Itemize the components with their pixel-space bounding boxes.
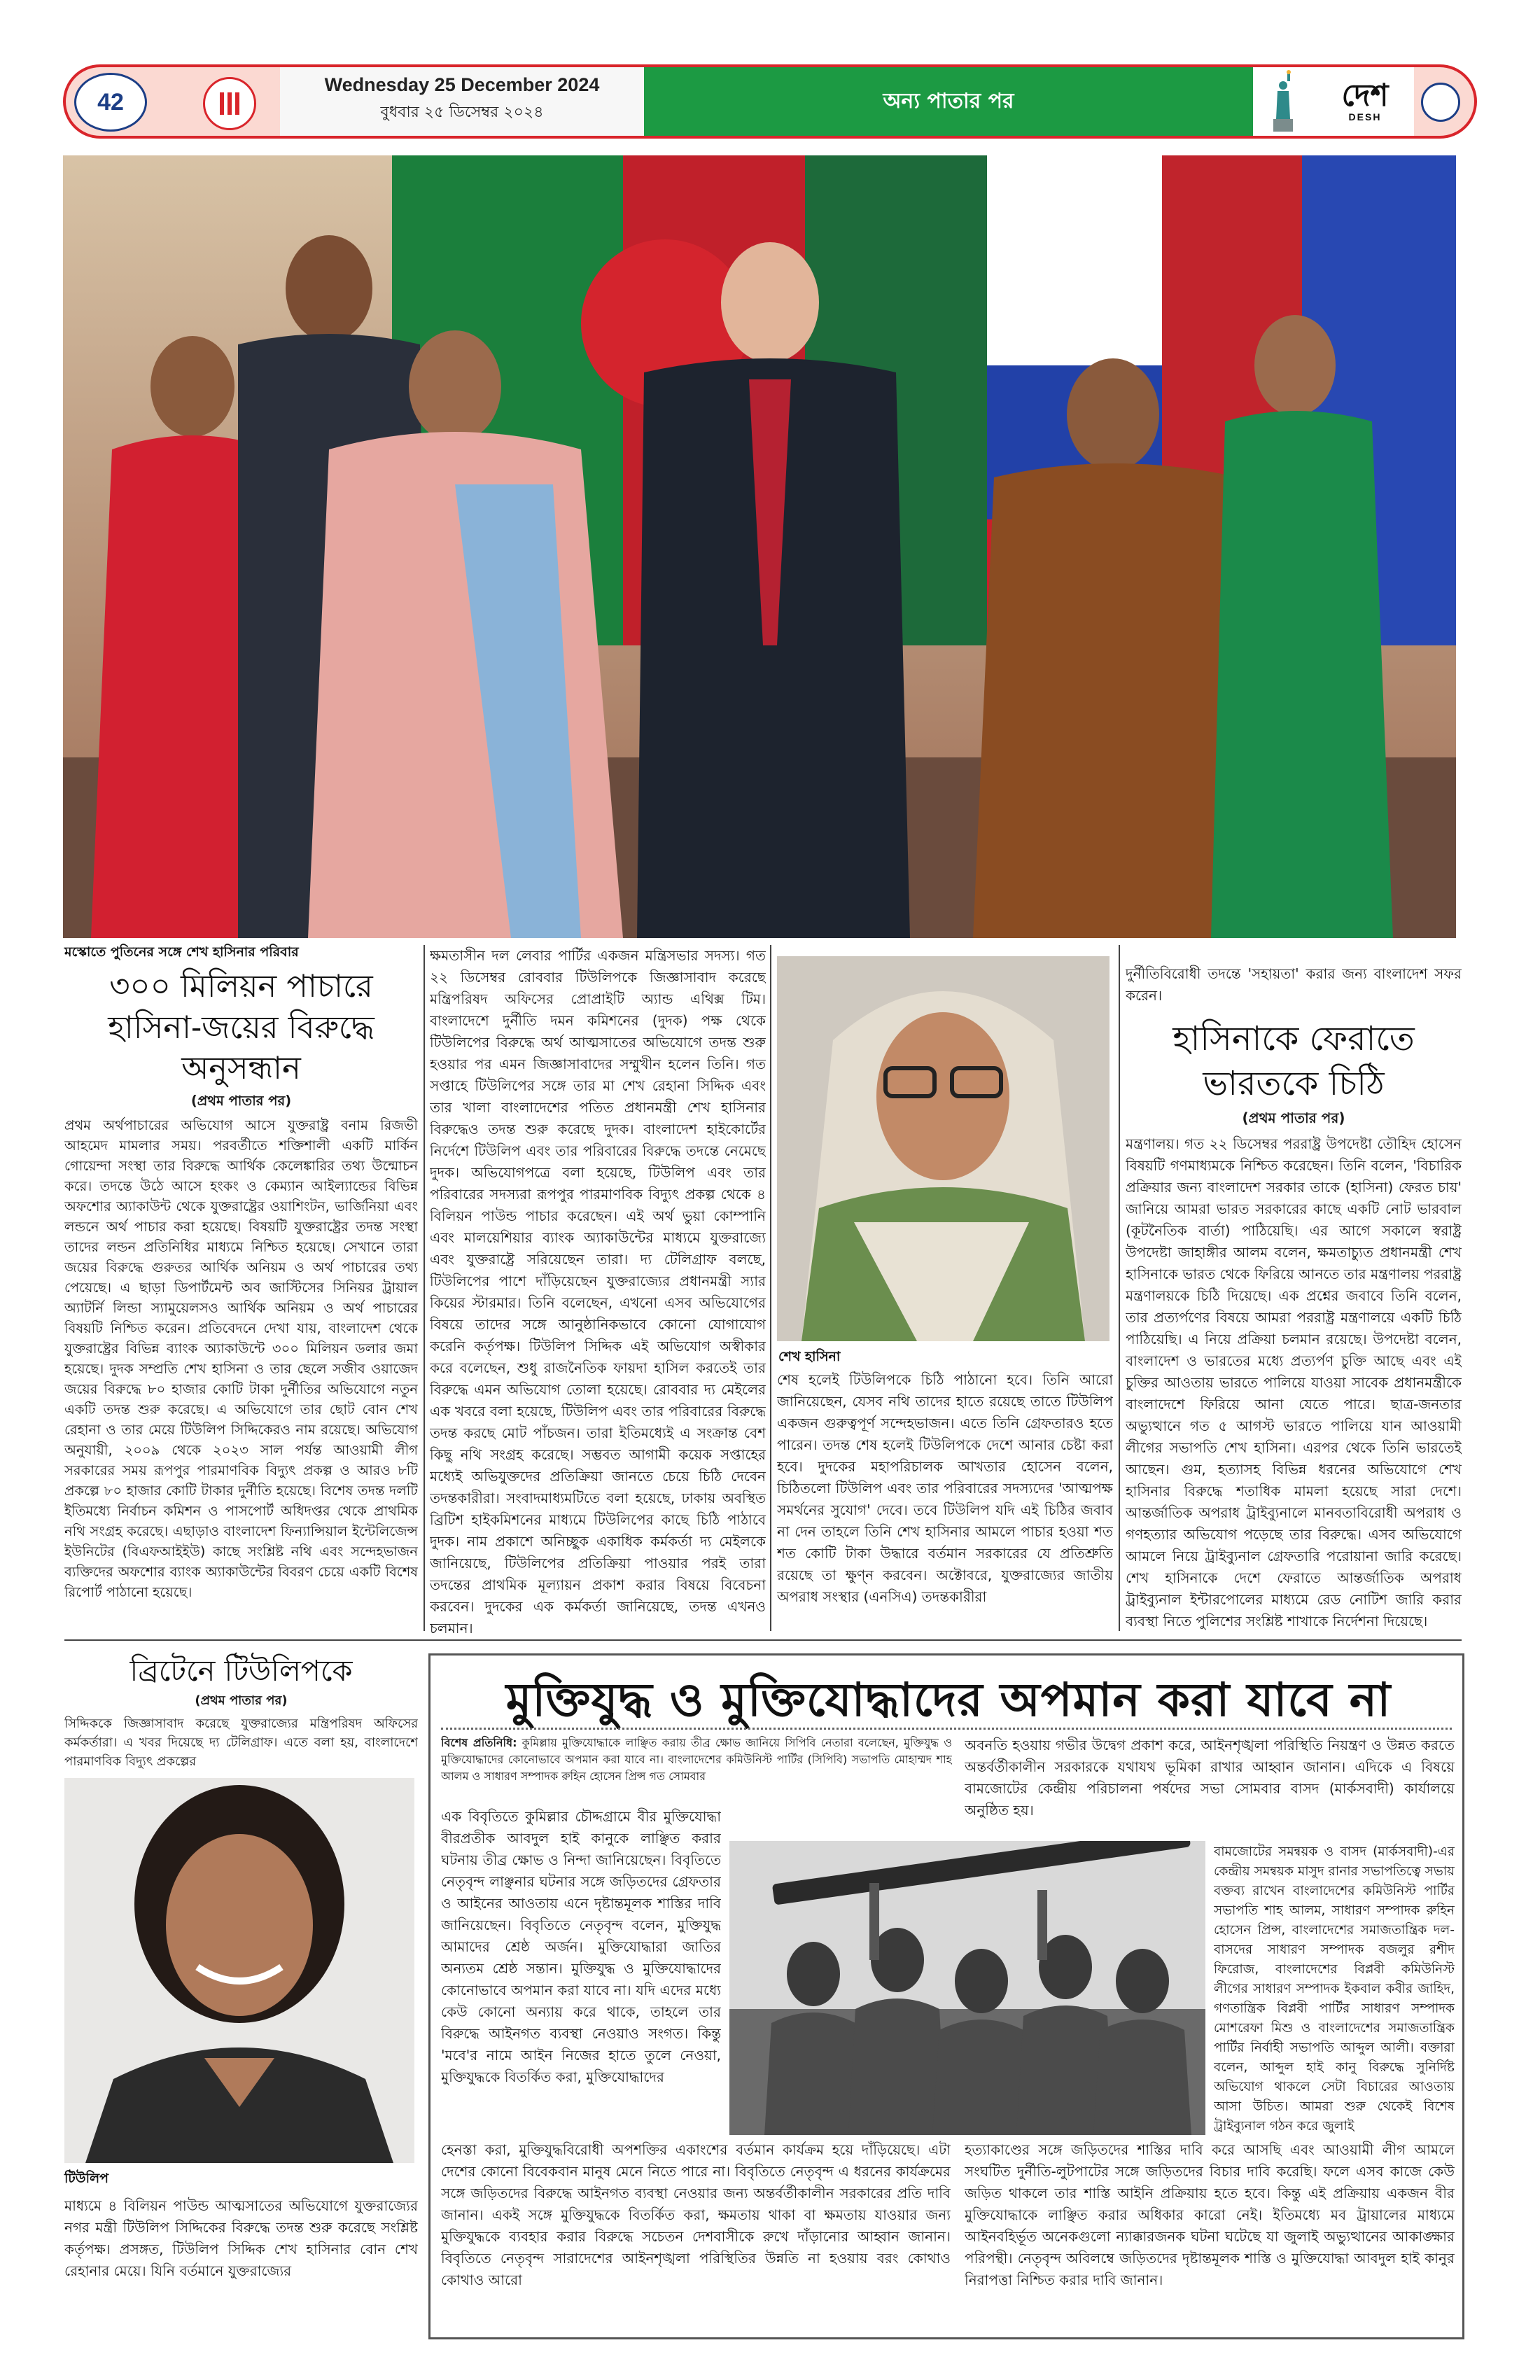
story3-subhead: (প্রথম পাতার পর)	[1242, 1110, 1345, 1126]
story5-column1: এক বিবৃতিতে কুমিল্লার চৌদ্দগ্রামে বীর মুক্তিযোদ্ধা বীরপ্রতীক আবদুল হাই কানুকে লাঞ্ছিত করার ঘটনায় তীব্র ক্ষোভ ও নিন্দা জানিয়েছেন। বিবৃতিতে নেতৃবৃন্দ লাঞ্ছনার ঘটনার সঙ্গে জড়িতদের গ্রেফতার ও আইনের আওতায় এনে দৃষ্টান্তমূলক শাস্তির দাবি জানিয়েছেন। বিবৃতিতে নেতৃবৃন্দ বলেন, মুক্তিযুদ্ধ আমাদের শ্রেষ্ঠ অর্জন। মুক্তিযোদ্ধারা জাতির অন্যতম শ্রেষ্ঠ সন্তান। মুক্তিযুদ্ধ ও মুক্তিযোদ্ধাদের কোনোভাবে অপমান করা যাবে না। যদি এদের মধ্যে কেউ কোনো অন্যায় করে থাকে, তাহলে তার বিরুদ্ধে আইনগত ব্যবস্থা নেওয়াও সংগত। কিন্তু 'মবে'র নামে আইন নিজের হাতে তুলে নেওয়া, মুক্তিযুদ্ধকে বিতর্কিত করা, মুক্তিযোদ্ধাদের	[441, 1808, 721, 2085]
story5-byline: বিশেষ প্রতিনিধি:	[441, 1736, 517, 1749]
masthead-right-band	[1414, 64, 1477, 139]
newspaper-logo	[1316, 64, 1414, 139]
story1-subhead: (প্রথম পাতার পর)	[190, 1092, 292, 1109]
story1-column2: ক্ষমতাসীন দল লেবার পার্টির একজন মন্ত্রিসভার সদস্য। গত ২২ ডিসেম্বর রোববার টিউলিপকে জিজ্ঞাসাবাদ করেছে মন্ত্রিপরিষদ অফিসের প্রোপ্রাইটি অ্যান্ড এথিক্স টিম। বাংলাদেশে দুর্নীতি দমন কমিশনের (দুদক) পক্ষ থেকে টিউলিপের বিরুদ্ধে অর্থ আত্মসাতের অভিযোগে তদন্ত শুরু হওয়ার পর এমন জিজ্ঞাসাবাদের সম্মুখীন হলেন তিনি। গত সপ্তাহে টিউলিপের সঙ্গে তার মা শেখ রেহানা সিদ্দিক এবং তার খালা বাংলাদেশের পতিত প্রধানমন্ত্রী শেখ হাসিনার বিরুদ্ধেও তদন্ত শুরু করেছে দুদক। বাংলাদেশ হাইকোর্টের নির্দেশে টিউলিপ এবং তার পরিবারের বিরুদ্ধে তদন্তে নেমেছে দুদক। অভিযোগপত্রে বলা হয়েছে, টিউলিপ এবং তার পরিবারের সদস্যরা রূপপুর পারমাণবিক বিদ্যুৎ প্রকল্প থেকে ৪ বিলিয়ন পাউন্ড পাচার করেছেন। এই অর্থ ভুয়া কোম্পানি এবং মালয়েশিয়ার ব্যাংক অ্যাকাউন্টের মাধ্যমে যুক্তরাজ্যে এবং যুক্তরাষ্ট্রে সরিয়েছেন তারা। দ্য টেলিগ্রাফ বলছে, টিউলিপের পাশে দাঁড়িয়েছেন যুক্তরাজ্যের প্রধানমন্ত্রী স্যার কিয়ের স্টারমার। তিনি বলেছেন, এখনো এসব অভিযোগের বিষয়ে তাদের সঙ্গে আনুষ্ঠানিকভাবে কোনো যোগাযোগ করেনি কর্তৃপক্ষ। টিউলিপ সিদ্দিক এই অভিযোগ অস্বীকার করে বলেছেন, শুধু রাজনৈতিক ফায়দা হাসিল করতেই তার বিরুদ্ধে এমন অভিযোগ তোলা হয়েছে। রোববার দ্য মেইলের এক খবরে বলা হয়েছে, টিউলিপ এবং তার পরিবারের বিরুদ্ধে তদন্ত করছে মোট পাঁচজন। তারা ইতিমধ্যেই এ সংক্রান্ত বেশ কিছু নথি সংগ্রহ করেছে। সম্ভবত আগামী কয়েক সপ্তাহের মধ্যেই অভিযুক্তদের প্রতিক্রিয়া জানতে চেয়ে চিঠি দেবেন তদন্তকারীরা। সংবাদমাধ্যমটিতে বলা হয়েছে, ঢাকায় অবস্থিত ব্রিটিশ হাইকমিশনের মাধ্যমে টিউলিপের কাছে চিঠি পাঠাবে দুদক। নাম প্রকাশে অনিচ্ছুক একাধিক কর্মকর্তা দ্য মেইলকে জানিয়েছে, টিউলিপের প্রতিক্রিয়া পাওয়ার পরই তারা তদন্তের প্রাথমিক মূল্যায়ন প্রকাশ করার বিষয়ে বিবেচনা করবেন। দুদকের এক কর্মকর্তা জানিয়েছে, তদন্ত এখনও চলমান।	[430, 947, 766, 1637]
story5-lead-text: কুমিল্লায় মুক্তিযোদ্ধাকে লাঞ্ছিত করায় তীব্র ক্ষোভ জানিয়ে সিপিবি নেতারা বলেছেন, মুক্তিযুদ্ধ ও মুক্তিযোদ্ধাদের কোনোভাবে অপমান করা যাবে না। বাংলাদেশের কমিউনিস্ট পার্টির (সিপিবি) সভাপতি মোহাম্মদ শাহ আলম ও সাধারণ সম্পাদক রুহিন হোসেন প্রিন্স গত সোমবার	[441, 1736, 952, 1783]
story5-rule	[441, 1728, 1452, 1730]
masthead-left-band	[63, 64, 280, 139]
story5-right-top: অবনতি হওয়ায় গভীর উদ্বেগ প্রকাশ করে, আইনশৃঙ্খলা পরিস্থিতি নিয়ন্ত্রণ ও উন্নত করতে অন্তর্বর্তীকালীন সরকারকে যথাযথ ভূমিকা রাখার আহ্বান জানান। এদিকে এ বিষয়ে বামজোটের কেন্দ্রীয় পরিচালনা পর্ষদের সভা সোমবার বাসদ (মার্কসবাদী) কার্যালয়ে অনুষ্ঠিত হয়।	[965, 1737, 1455, 1819]
story3-intro: দুর্নীতিবিরোধী তদন্তে 'সহায়তা' করার জন্য বাংলাদেশ সফর করেন।	[1126, 965, 1462, 1004]
story5-headline: মুক্তিযুদ্ধ ও মুক্তিযোদ্ধাদের অপমান করা যাবে না	[505, 1673, 1392, 1727]
date-english: Wednesday 25 December 2024	[324, 74, 600, 95]
story5-right-bottom: হত্যাকাণ্ডের সঙ্গে জড়িতদের শাস্তির দাবি করে আসছি এবং আওয়ামী লীগ আমলে সংঘটিত দুর্নীতি-লুটপাটের সঙ্গে জড়িতদের বিচার দাবি করেছি। ফলে এসব কাজে কেউ জড়িত থাকলে তার শাস্তি আইনি প্রক্রিয়ায় হতে হবে। কিন্তু এই প্রক্রিয়ায় একজন বীর মুক্তিযোদ্ধাকে লাঞ্ছিত করার অধিকার কারো নেই। ইতিমধ্যে মব ট্রায়ালের মাধ্যমে আইনবহির্ভূত অনেকগুলো ন্যাক্কারজনক ঘটনা ঘটেছে যা জুলাই অভ্যুত্থানের আকাঙ্ক্ষার পরিপন্থী। নেতৃবৃন্দ অবিলম্বে জড়িতদের দৃষ্টান্তমূলক শাস্তি ও মুক্তিযোদ্ধা আবদুল হাই কানুর নিরাপত্তা নিশ্চিত করার দাবি জানান।	[965, 2141, 1455, 2288]
masthead-right-dot	[1421, 83, 1460, 122]
story3-body: মন্ত্রণালয়। গত ২২ ডিসেম্বর পররাষ্ট্র উপদেষ্টা তৌহিদ হোসেন বিষয়টি গণমাধ্যমকে নিশ্চিত করেছেন। তিনি বলেন, 'বিচারিক প্রক্রিয়ার জন্য বাংলাদেশ সরকার তাকে (হাসিনা) ফেরত চায়' জানিয়ে আমরা ভারত সরকারের কাছে একটি নোট ভারবাল (কূটনৈতিক বার্তা) পাঠিয়েছি। এর আগে সকালে স্বরাষ্ট্র উপদেষ্টা জাহাঙ্গীর আলম বলেন, ক্ষমতাচ্যুত প্রধানমন্ত্রী শেখ হাসিনাকে ভারত থেকে ফিরিয়ে আনতে তার মন্ত্রণালয় পররাষ্ট্র মন্ত্রণালয়কে চিঠি দিয়েছে। এক প্রশ্নের জবাবে তিনি বলেন, তার প্রত্যর্পণের বিষয়ে আমরা পররাষ্ট্র মন্ত্রণালয়ে একটি চিঠি পাঠিয়েছি। এ নিয়ে প্রক্রিয়া চলমান রয়েছে। উপদেষ্টা বলেন, বাংলাদেশ ও ভারতের মধ্যে প্রত্যর্পণ চুক্তি আছে এবং এই চুক্তির আওতায় ভারতে পালিয়ে যাওয়া সাবেক প্রধানমন্ত্রীকে বাংলাদেশে ফিরিয়ে আনা যেতে পারে। ছাত্র-জনতার অভ্যুত্থানে গত ৫ আগস্ট ভারতে পালিয়ে যান আওয়ামী লীগের সভাপতি শেখ হাসিনা। এরপর থেকে তিনি ভারতেই আছেন। গুম, হত্যাসহ বিভিন্ন ধরনের অভিযোগে শেখ হাসিনার বিরুদ্ধে শতাধিক মামলা হয়েছে সারা দেশে। আন্তর্জাতিক অপরাধ ট্রাইব্যুনালে মানবতাবিরোধী অপরাধ ও গণহত্যার অভিযোগ পড়েছে তার বিরুদ্ধে। এসব অভিযোগে আমলে নিয়ে ট্রাইব্যুনাল গ্রেফতারি পরোয়ানা জারি করেছে। শেখ হাসিনাকে দেশে ফেরাতে আন্তর্জাতিক অপরাধ ট্রাইব্যুনাল ইন্টারপোলের মাধ্যমে রেড নোটিশ জারি করার ব্যবস্থা নিতে পুলিশের সংশ্লিষ্ট শাখাকে নির্দেশনা দিয়েছে।	[1126, 1135, 1462, 1630]
freedom-fighters-photo	[729, 1841, 1205, 2135]
column-divider	[1119, 945, 1120, 1631]
section-title: অন্য পাতার পর	[883, 88, 1014, 113]
masthead-emblem-icon	[203, 77, 256, 130]
date-bangla: বুধবার ২৫ ডিসেম্বর ২০২৪	[380, 104, 544, 121]
story3-column	[1126, 963, 1462, 1635]
main-photo	[63, 155, 1456, 938]
logo-bangla: দেশ	[1341, 78, 1389, 113]
story5-lead	[441, 1735, 952, 1784]
story2-body: শেষ হলেই টিউলিপকে চিঠি পাঠানো হবে। তিনি আরো জানিয়েছেন, যেসব নথি তাদের হাতে রয়েছে তাতে টিউলিপ একজন গুরুত্বপূর্ণ সন্দেহভাজন। এতে তিনি গ্রেফতারও হতে পারেন। তদন্ত শেষ হলেই টিউলিপকে দেশে আনার চেষ্টা করা হবে। দুদকের মহাপরিচালক আখতার হোসেন বলেন, চিঠিতলো টিউলিপ এবং তার পরিবারের সদস্যদের 'আত্মপক্ষ সমর্থনের সুযোগ' দেবে। তবে টিউলিপ যদি এই চিঠির জবাব না দেন তাহলে তিনি শেখ হাসিনার আমলে পাচার হওয়া শত শত কোটি টাকা উদ্ধারে বর্তমান সরকারের যে প্রতিশ্রুতি রয়েছে তা ক্ষুণ্ন করবেন। অক্টোবরে, যুক্তরাজ্যের জাতীয় অপরাধ সংস্থার (এনসিএ) তদন্তকারীরা	[777, 1371, 1113, 1605]
section-banner	[644, 64, 1253, 139]
story4-body-bottom: মাধ্যমে ৪ বিলিয়ন পাউন্ড আত্মসাতের অভিযোগে যুক্তরাজ্যের নগর মন্ত্রী টিউলিপ সিদ্দিকের বিরুদ্ধে তদন্ত শুরু করেছে সংশ্লিষ্ট কর্তৃপক্ষ। প্রসঙ্গত, টিউলিপ সিদ্দিক শেখ হাসিনার বোন শেখ রেহানার মেয়ে। যিনি বর্তমানে যুক্তরাজ্যের	[64, 2197, 418, 2279]
story1-body-col1: প্রথম অর্থপাচারের অভিযোগ আসে যুক্তরাষ্ট্র বনাম রিজভী আহমেদ মামলার সময়। পরবর্তীতে শক্তিশালী একটি মার্কিন গোয়েন্দা সংস্থা তার বিরুদ্ধে আর্থিক কেলেঙ্কারির তথ্য উন্মোচন করে। তদন্তে উঠে আসে হংকং ও কেম্যান আইল্যান্ডের বিভিন্ন অফশোর অ্যাকাউন্ট থেকে যুক্তরাষ্ট্রের ওয়াশিংটন, ভার্জিনিয়া এবং লন্ডনে অর্থ পাচার করা হয়েছে। বিষয়টি যুক্তরাষ্ট্রের তদন্ত সংস্থা তাদের লন্ডন প্রতিনিধির মাধ্যমে নিশ্চিত হয়েছে। সেখানে তারা জয়ের বিরুদ্ধে গুরুতর আর্থিক অনিয়ম ও অর্থ পাচারের তথ্য পেয়েছে। এ ছাড়া ডিপার্টমেন্ট অব জাস্টিসের সিনিয়র ট্রায়াল অ্যাটর্নি লিন্ডা স্যামুয়েলসও আর্থিক অনিয়ম ও অর্থ পাচারের বিষয়টি নিশ্চিত করেন। প্রতিবেদনে দেখা যায়, বাংলাদেশ থেকে যুক্তরাষ্ট্রের বিভিন্ন ব্যাংক অ্যাকাউন্টে ৩০০ মিলিয়ন ডলার জমা হয়েছে। দুদক সম্প্রতি শেখ হাসিনা ও তার ছেলে সজীব ওয়াজেদ জয়ের বিরুদ্ধে ৮০ হাজার কোটি টাকা দুর্নীতির অভিযোগে নতুন একটি তদন্ত শুরু করেছে। এ অভিযোগে তার ছোট বোন শেখ রেহানা ও তার মেয়ে টিউলিপ সিদ্দিকেরও নাম রয়েছে। অভিযোগ অনুযায়ী, ২০০৯ থেকে ২০২৩ সাল পর্যন্ত আওয়ামী লীগ সরকারের সময় রূপপুর পারমাণবিক বিদ্যুৎ প্রকল্প ও আরও ৮টি প্রকল্পে ৮০ হাজার কোটি টাকার দুর্নীতি হয়েছে। বিশেষ তদন্ত দলটি ইতিমধ্যে নির্বাচন কমিশন ও পাসপোর্ট অধিদপ্তর থেকে প্রাথমিক নথি সংগ্রহ করেছে। এছাড়াও বাংলাদেশ ফিন্যান্সিয়াল ইন্টেলিজেন্স ইউনিটের (বিএফআইইউ) কাছে সংশ্লিষ্ট নথি এবং সন্দেহভাজন ব্যক্তিদের অফশোর ব্যাংক অ্যাকাউন্টের বিবরণ চেয়ে একটি বিশেষ রিপোর্ট পাঠানো হয়েছে।	[64, 1116, 418, 1600]
logo-english: DESH	[1348, 111, 1382, 122]
column-divider	[770, 945, 771, 1631]
column-divider	[424, 945, 425, 1631]
story1-column1	[64, 966, 418, 1631]
story4-headline: ব্রিটেনে টিউলিপকে	[130, 1654, 353, 1688]
sheikh-hasina-photo	[777, 956, 1110, 1341]
main-photo-illustration	[63, 155, 1456, 938]
story1-headline: ৩০০ মিলিয়ন পাচারে হাসিনা-জয়ের বিরুদ্ধে অনুসন্ধান	[108, 967, 374, 1086]
masthead	[63, 64, 1477, 139]
story3-headline: হাসিনাকে ফেরাতে ভারতকে চিঠি	[1172, 1019, 1415, 1103]
story4-subhead: (প্রথম পাতার পর)	[195, 1693, 288, 1708]
horizontal-divider	[64, 1639, 1462, 1641]
story4-body-top: সিদ্দিককে জিজ্ঞাসাবাদ করেছে যুক্তরাজ্যের মন্ত্রিপরিষদ অফিসের কর্মকর্তারা। এ খবর দিয়েছে দ্য টেলিগ্রাফ। এতে বলা হয়, বাংলাদেশে পারমাণবিক বিদ্যুৎ প্রকল্পের	[64, 1716, 418, 1769]
statue-of-liberty-icon	[1253, 64, 1316, 139]
story4-top	[64, 1652, 418, 1771]
main-photo-caption: মস্কোতে পুতিনের সঙ্গে শেখ হাসিনার পরিবার	[64, 944, 299, 960]
sheikh-hasina-caption: শেখ হাসিনা	[778, 1349, 841, 1364]
tulip-photo	[64, 1778, 414, 2163]
story5-right-column: বামজোটের সমন্বয়ক ও বাসদ (মার্কসবাদী)-এর কেন্দ্রীয় সমন্বয়ক মাসুদ রানার সভাপতিত্বে সভায় বক্তব্য রাখেন বাংলাদেশের কমিউনিস্ট পার্টির সভাপতি শাহ আলম, সাধারণ সম্পাদক রুহিন হোসেন প্রিন্স, বাংলাদেশের সমাজতান্ত্রিক দল-বাসদের সাধারণ সম্পাদক বজলুর রশীদ ফিরোজ, বাংলাদেশের বিপ্লবী কমিউনিস্ট লীগের সাধারণ সম্পাদক ইকবাল কবীর জাহিদ, গণতান্ত্রিক বিপ্লবী পার্টির সাধারণ সম্পাদক মোশরেফা মিশু ও বাংলাদেশের সমাজতান্ত্রিক পার্টির নির্বাহী সভাপতি আব্দুল আলী। বক্তারা বলেন, আব্দুল হাই কানু বিরুদ্ধে সুনির্দিষ্ট অভিযোগ থাকলে সেটা বিচারের আওতায় আসা উচিত। আমরা শুরু থেকেই বিশেষ ট্রাইব্যুনাল গঠন করে জুলাই	[1214, 1844, 1455, 2134]
page-number: 42	[74, 73, 147, 132]
masthead-date	[280, 64, 644, 139]
tulip-caption: টিউলিপ	[64, 2171, 109, 2186]
story5-wide-text: হেনস্তা করা, মুক্তিযুদ্ধবিরোধী অপশক্তির একাংশের বর্তমান কার্যক্রম হয়ে দাঁড়িয়েছে। এটা দেশের কোনো বিবেকবান মানুষ মেনে নিতে পারে না। বিবৃতিতে নেতৃবৃন্দ এ ধরনের কার্যক্রমের সঙ্গে জড়িতদের বিরুদ্ধে আইনগত ব্যবস্থা নেওয়ার জন্য অন্তর্বর্তীকালীন সরকারের প্রতি দাবি জানান। একই সঙ্গে মুক্তিযুদ্ধকে বিতর্কিত করা, ক্ষমতায় থাকা বা ক্ষমতায় যাওয়ার জন্য মুক্তিযুদ্ধকে ব্যবহার করার বিরুদ্ধে সচেতন দেশবাসীকে রুখে দাঁড়ানোর আহ্বান জানান। বিবৃতিতে নেতৃবৃন্দ সারাদেশের আইনশৃঙ্খলা পরিস্থিতির উন্নতি না হওয়ায় বরং কোথাও কোথাও আরো	[441, 2141, 951, 2288]
